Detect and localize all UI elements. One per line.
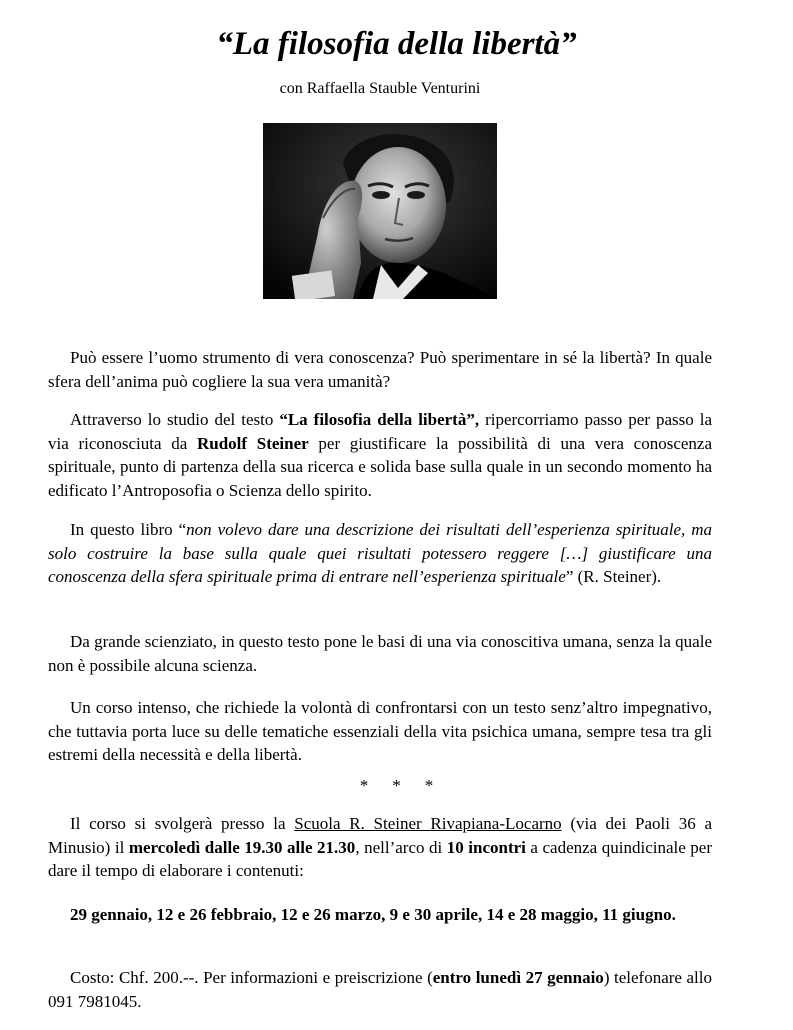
p3-c: ” (R. Steiner).: [565, 567, 662, 586]
page-title: “La filosofia della libertà”: [216, 26, 577, 62]
registration-deadline-bold: entro lunedì 27 gennaio: [432, 968, 604, 987]
schedule-bold: mercoledì dalle 19.30 alle 21.30: [128, 837, 356, 857]
p7-c: ) telefonare allo 091 7981045.: [48, 968, 713, 1011]
p6-g: a cadenza quindicinale per dare il tempo di elaborare i contenuti:: [48, 837, 713, 880]
paragraph-quote: [48, 518, 712, 589]
p6-a: Il corso si svolgerà presso la: [70, 814, 295, 833]
paragraph-study: [48, 408, 712, 502]
subtitle: con Raffaella Stauble Venturini: [279, 80, 481, 97]
separator-star: *: [392, 776, 401, 795]
school-name-link[interactable]: Scuola R. Steiner Rivapiana-Locarno: [294, 814, 562, 833]
steiner-quote: non volevo dare una descrizione dei risultati dell’esperienza spirituale, ma solo costruire la base sulla quale quei risultati potessero reggere […] giustificare una conoscenza della sfera spirituale prima di entrare nell’esperienza spirituale: [48, 520, 712, 586]
paragraph-course-text: Un corso intenso, che richiede la volontà di confrontarsi con un testo senz’altro impegnativo, che tuttavia porta luce su delle tematiche essenziali della vita psichica umana, sempre tesa tra gli estremi della necessità e della libertà.: [48, 698, 712, 764]
portrait-photo-graphic: [263, 123, 497, 299]
p2-c: ripercorriamo passo per passo la via riconosciuta da: [48, 410, 712, 453]
p6-c: (via dei Paoli 36 a Minusio) il: [48, 814, 712, 857]
paragraph-course: [48, 696, 712, 767]
paragraph-location: [48, 812, 712, 883]
paragraph-cost: [48, 966, 712, 1013]
author-name-bold: Rudolf Steiner: [197, 433, 309, 453]
p6-e: , nell’arco di: [355, 837, 447, 857]
paragraph-intro-text: Può essere l’uomo strumento di vera conoscenza? Può sperimentare in sé la libertà? In quale sfera dell’anima può cogliere la sua vera umanità?: [48, 348, 712, 391]
section-separator: [0, 776, 793, 796]
sessions-count-bold: 10 incontri: [446, 837, 526, 857]
portrait-photo: [263, 123, 497, 299]
course-dates: [48, 903, 712, 927]
paragraph-intro: [48, 346, 712, 393]
p3-a: In questo libro “: [70, 520, 187, 539]
paragraph-scientist-text: Da grande scienziato, in questo testo pone le basi di una via conoscitiva umana, senza la quale non è possibile alcuna scienza.: [48, 632, 712, 675]
separator-star: *: [424, 776, 434, 795]
book-title-bold: “La filosofia della libertà”,: [279, 410, 480, 429]
p2-a: Attraverso lo studio del testo: [70, 410, 280, 429]
p2-e: per giustificare la possibilità di una vera conoscenza spirituale, punto di partenza della sua ricerca e solida base sulla quale in un secondo momento ha edificato l’Antroposofia o Scienza dello spirito.: [48, 433, 712, 500]
separator-star: *: [359, 776, 369, 795]
course-dates-text: 29 gennaio, 12 e 26 febbraio, 12 e 26 marzo, 9 e 30 aprile, 14 e 28 maggio, 11 giugno.: [70, 905, 676, 924]
p7-a: Costo: Chf. 200.--. Per informazioni e preiscrizione (: [70, 968, 433, 987]
paragraph-scientist: [48, 630, 712, 677]
